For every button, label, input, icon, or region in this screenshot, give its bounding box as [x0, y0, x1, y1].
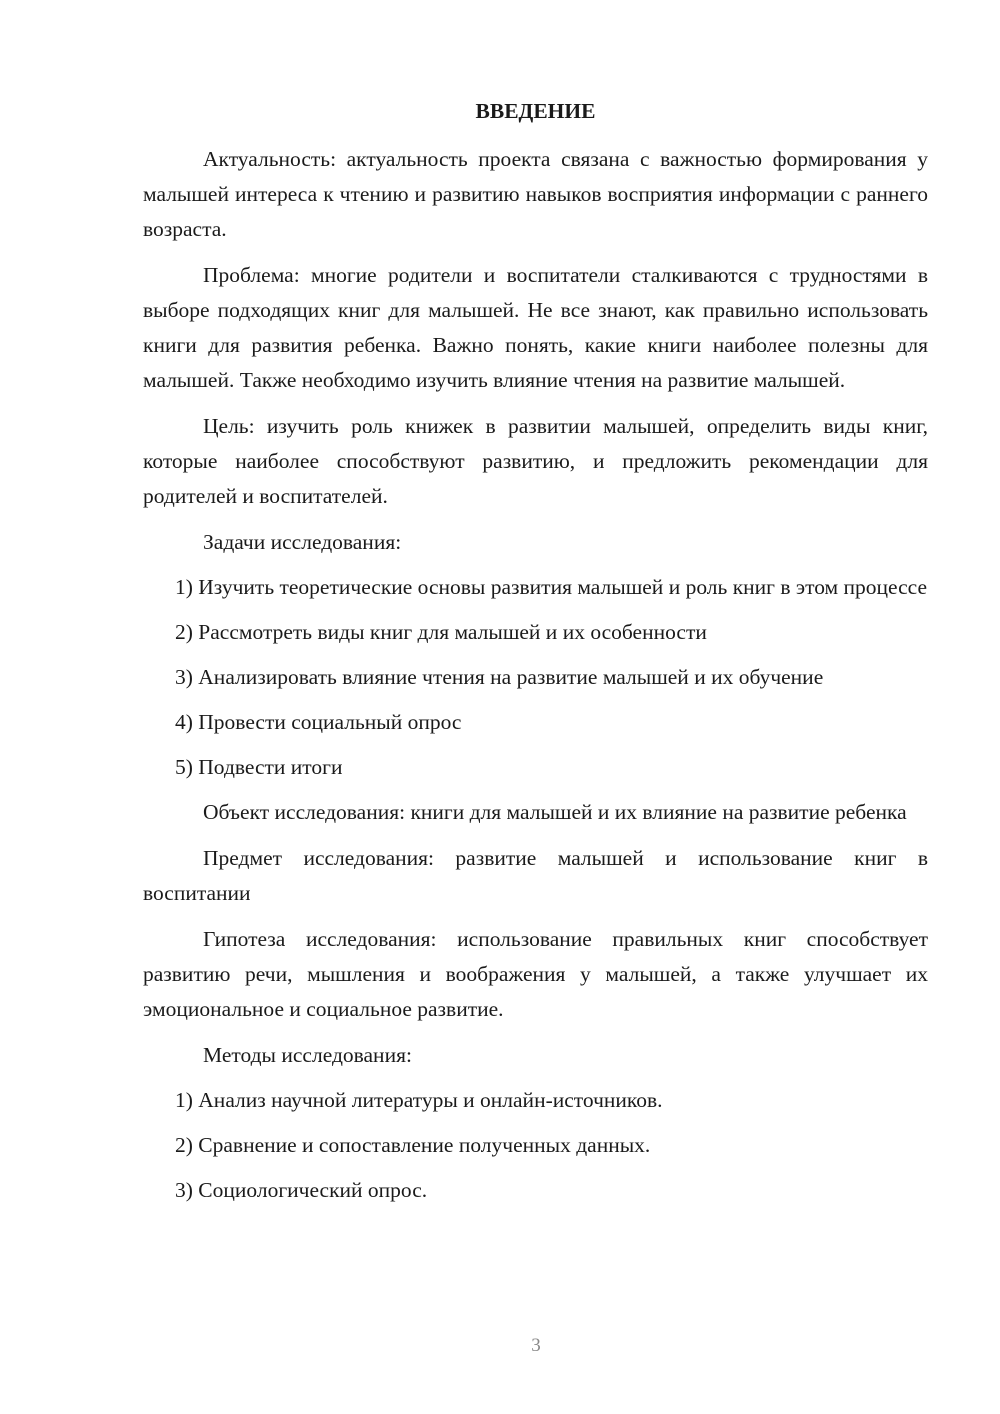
subject-paragraph: Предмет исследования: развитие малышей и использование книг в воспитании — [143, 846, 928, 905]
section-heading: ВВЕДЕНИЕ — [475, 99, 596, 123]
task-item-2: 2) Рассмотреть виды книг для малышей и их особенности — [175, 620, 707, 644]
method-item-2: 2) Сравнение и сопоставление полученных данных. — [175, 1133, 651, 1157]
relevance-paragraph: Актуальность: актуальность проекта связана с важностью формирования у малышей интереса к чтению и развитию навыков восприятия информации с раннего возраста. — [143, 147, 928, 241]
task-item-3: 3) Анализировать влияние чтения на развитие малышей и их обучение — [175, 665, 824, 689]
page-number: 3 — [531, 1335, 541, 1356]
method-item-3: 3) Социологический опрос. — [175, 1178, 428, 1202]
goal-paragraph: Цель: изучить роль книжек в развитии малышей, определить виды книг, которые наиболее способствуют развитию, и предложить рекомендации для родителей и воспитателей. — [143, 414, 928, 508]
task-item-4: 4) Провести социальный опрос — [175, 710, 462, 734]
task-item-5: 5) Подвести итоги — [175, 755, 343, 779]
document-body — [143, 94, 928, 1218]
tasks-label: Задачи исследования: — [203, 530, 402, 554]
problem-paragraph: Проблема: многие родители и воспитатели сталкиваются с трудностями в выборе подходящих книг для малышей. Не все знают, как правильно использовать книги для развития ребенка. Важно понять, какие книги наиболее полезны для малышей. Также необходимо изучить влияние чтения на развитие малышей. — [143, 263, 928, 392]
object-paragraph: Объект исследования: книги для малышей и их влияние на развитие ребенка — [203, 800, 907, 824]
task-item-1: 1) Изучить теоретические основы развития малышей и роль книг в этом процессе — [175, 575, 928, 599]
method-item-1: 1) Анализ научной литературы и онлайн-источников. — [175, 1088, 663, 1112]
hypothesis-paragraph: Гипотеза исследования: использование правильных книг способствует развитию речи, мышления и воображения у малышей, а также улучшает их эмоциональное и социальное развитие. — [143, 927, 928, 1021]
methods-label: Методы исследования: — [203, 1043, 412, 1067]
